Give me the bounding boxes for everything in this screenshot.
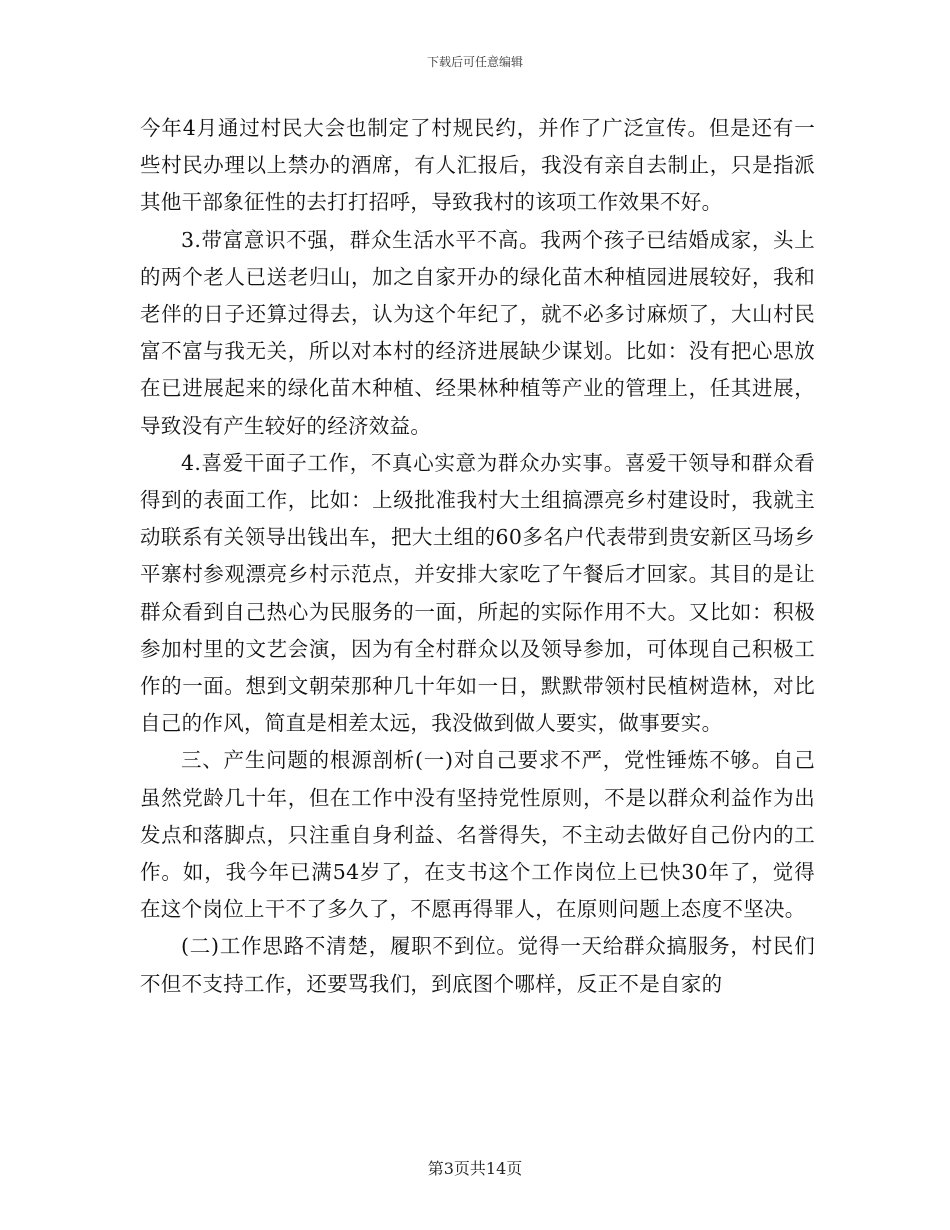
header-note: 下载后可任意编辑 bbox=[426, 55, 523, 69]
paragraph-2: 3.带富意识不强，群众生活水平不高。我两个孩子已结婚成家，头上的两个老人已送老归山，加之自家开办的绿化苗木种植园进展较好，我和老伴的日子还算过得去，认为这个年纪了，就不必多讨麻烦了，大山村民富不富与我无关，所以对本村的经济进展缺少谋划。比如：没有把心思放在已进展起来的绿化苗木种植、经果林种植等产业的管理上，任其进展，导致没有产生较好的经济效益。 bbox=[140, 227, 815, 438]
paragraph-1: 今年4月通过村民大会也制定了村规民约，并作了广泛宣传。但是还有一些村民办理以上禁办的酒席，有人汇报后，我没有亲自去制止，只是指派其他干部象征性的去打打招呼，导致我村的该项工作效果不好。 bbox=[140, 116, 815, 215]
paragraph-5: (二)工作思路不清楚，履职不到位。觉得一天给群众搞服务，村民们不但不支持工作，还要骂我们，到底图个哪样，反正不是自家的 bbox=[140, 934, 815, 996]
paragraph-4: 三、产生问题的根源剖析(一)对自己要求不严，党性锤炼不够。自己虽然党龄几十年，但在工作中没有坚持党性原则，不是以群众利益作为出发点和落脚点，只注重自身利益、名誉得失，不主动去做好自己份内的工作。如，我今年已满54岁了，在支书这个工作岗位上已快30年了，觉得在这个岗位上干不了多久了，不愿再得罪人，在原则问题上态度不坚决。 bbox=[140, 748, 815, 922]
page-number: 第3页共14页 bbox=[427, 1159, 523, 1178]
document-body bbox=[140, 110, 815, 1003]
paragraph-3: 4.喜爱干面子工作，不真心实意为群众办实事。喜爱干领导和群众看得到的表面工作，比如：上级批准我村大土组搞漂亮乡村建设时，我就主动联系有关领导出钱出车，把大土组的60多名户代表带到贵安新区马场乡平寨村参观漂亮乡村示范点，并安排大家吃了午餐后才回家。其目的是让群众看到自己热心为民服务的一面，所起的实际作用不大。又比如：积极参加村里的文艺会演，因为有全村群众以及领导参加，可体现自己积极工作的一面。想到文朝荣那种几十年如一日，默默带领村民植树造林，对比自己的作风，简直是相差太远，我没做到做人要实，做事要实。 bbox=[140, 450, 815, 736]
